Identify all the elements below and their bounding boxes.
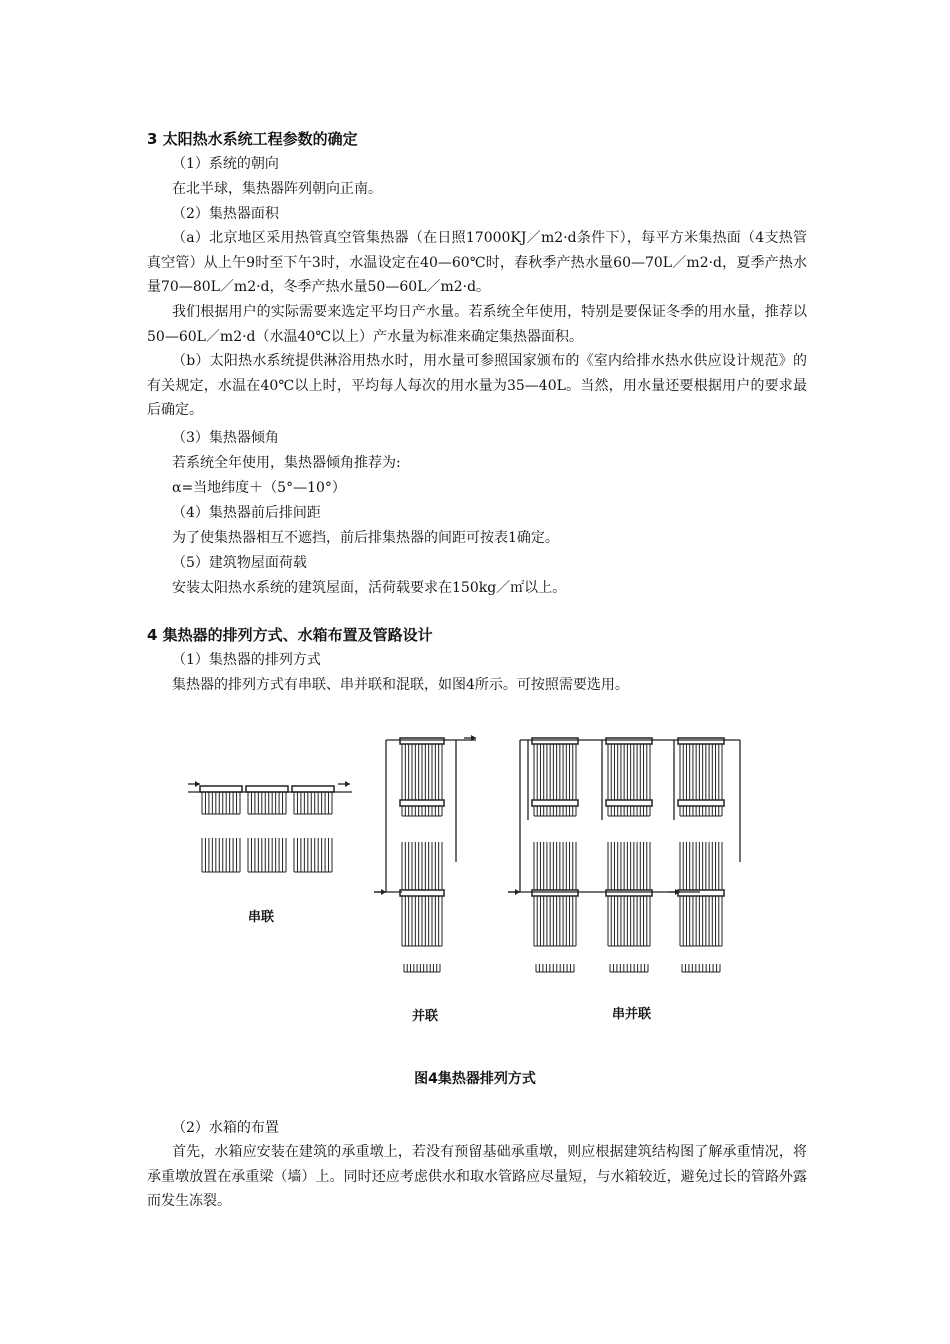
parallel-panel-top-header <box>400 738 444 744</box>
section3-item3-title: （3）集热器倾角 <box>172 430 279 446</box>
section3-para-b: （b）太阳热水系统提供淋浴用热水时，用水量可参照国家颁布的《室内给排水热水供应设计规范》的有关规定，水温在40℃以上时，平均每人每次的用水量为35—40L。当然，用水量还要根据用户的要求最后确定。 <box>147 353 807 418</box>
label-parallel: 并联 <box>412 1009 439 1024</box>
section3-item5-title: （5）建筑物屋面荷载 <box>172 555 307 571</box>
section4-item1-title: （1）集热器的排列方式 <box>172 652 321 668</box>
series-panel-2-header <box>292 786 334 792</box>
section4-item2-title: （2）水箱的布置 <box>172 1120 279 1136</box>
parallel-panel-top-small-header <box>400 800 444 806</box>
section3-item3-formula: α=当地纬度＋（5°—10°） <box>172 480 346 496</box>
section4-para-tank: 首先，水箱应安装在建筑的承重墩上，若没有预留基础承重墩，则应根据建筑结构图了解承重情况，将承重墩放置在承重梁（墙）上。同时还应考虑供水和取水管路应尽量短，与水箱较近，避免过长的管路外露而发生冻裂。 <box>147 1144 807 1209</box>
sp-col0-top-small-header <box>532 800 578 806</box>
label-series-parallel: 串并联 <box>612 1007 652 1022</box>
section3-item1-title: （1）系统的朝向 <box>172 156 279 172</box>
parallel-inlet-arrow-head <box>381 889 386 895</box>
figure-caption: 图4集热器排列方式 <box>414 1071 536 1087</box>
section3-item2-title: （2）集热器面积 <box>172 206 279 222</box>
sp-col1-top-small-header <box>606 800 652 806</box>
sp-col2-bottom-header <box>678 890 724 896</box>
sp-col1-bottom-header <box>606 890 652 896</box>
sp-col2-top-header <box>678 738 724 744</box>
sp-col0-top-header <box>532 738 578 744</box>
sp-inlet-arrow-head <box>515 889 520 895</box>
section3-item5-text: 安装太阳热水系统的建筑屋面，活荷载要求在150kg／㎡以上。 <box>172 580 567 596</box>
section3-item4-text: 为了使集热器相互不遮挡，前后排集热器的间距可按表1确定。 <box>172 530 559 546</box>
section4-heading: 4 集热器的排列方式、水箱布置及管路设计 <box>147 626 433 644</box>
section3-item4-title: （4）集热器前后排间距 <box>172 505 321 521</box>
collector-diagram <box>180 720 760 1030</box>
series-panel-0-header <box>200 786 242 792</box>
section3-para-a: （a）北京地区采用热管真空管集热器（在日照17000KJ／m2·d条件下），每平方米集热面（4支热管真空管）从上午9时至下午3时，水温设定在40—60℃时，春秋季产热水量60—70L／m2·d，夏季产热水量70—80L／m2·d，冬季产热水量50—60L／m2·d。 <box>147 230 807 295</box>
label-series: 串联 <box>248 910 275 925</box>
sp-col0-bottom-header <box>532 890 578 896</box>
section3-item3-text: 若系统全年使用，集热器倾角推荐为: <box>172 455 401 471</box>
section3-heading: 3 太阳热水系统工程参数的确定 <box>147 130 358 148</box>
sp-col1-top-header <box>606 738 652 744</box>
sp-col2-top-small-header <box>678 800 724 806</box>
series-panel-1-header <box>246 786 288 792</box>
series-outlet-arrow-head <box>345 781 350 787</box>
section3-para-choose: 我们根据用户的实际需要来选定平均日产水量。若系统全年使用，特别是要保证冬季的用水量，推荐以50—60L／m2·d（水温40℃以上）产水量为标准来确定集热器面积。 <box>147 304 807 345</box>
parallel-panel-bottom-header <box>400 890 444 896</box>
section4-item1-text: 集热器的排列方式有串联、串并联和混联，如图4所示。可按照需要选用。 <box>172 677 629 693</box>
collector-arrangement-figure <box>180 720 760 1030</box>
section3-item1-text: 在北半球，集热器阵列朝向正南。 <box>172 181 382 197</box>
